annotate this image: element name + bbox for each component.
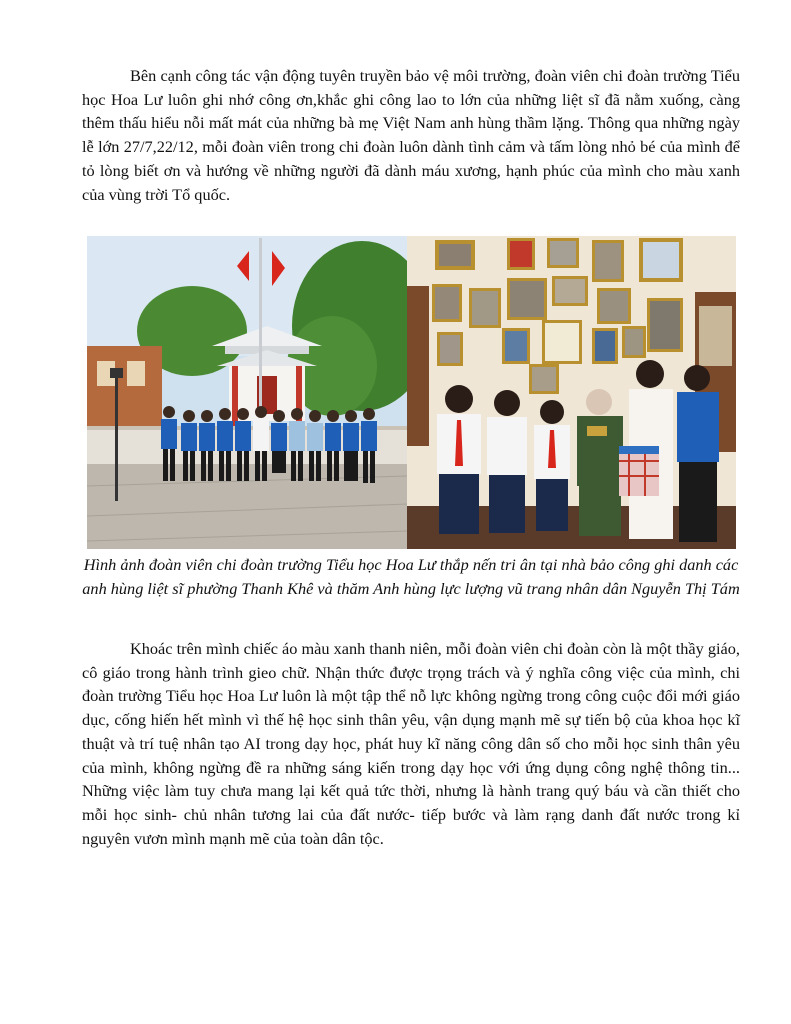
visit-photo-illustration [407, 236, 736, 549]
photo-hero-visit [407, 236, 736, 549]
paragraph-intro: Bên cạnh công tác vận động tuyên truyền bảo vệ môi trường, đoàn viên chi đoàn trường Tiểu học Hoa Lư luôn ghi nhớ công ơn,khắc ghi công lao to lớn của những liệt sĩ đã nằm xuống, càng thêm thấu hiểu nỗi mất mát của những bà mẹ Việt Nam anh hùng thầm lặng. Thông qua những ngày lễ lớn 27/7,22/12, mỗi đoàn viên trong chi đoàn luôn dành tình cảm và tấm lòng nhỏ bé của mình để tỏ lòng biết ơn và hướng về những người đã dành máu xương, hạnh phúc của mình cho màu xanh của vùng trời Tổ quốc. [82, 66, 740, 204]
photo-memorial-group [87, 236, 407, 549]
photo-collage [87, 236, 736, 549]
photo-caption: Hình ảnh đoàn viên chi đoàn trường Tiểu học Hoa Lư thắp nến tri ân tại nhà bảo công ghi danh các anh hùng liệt sĩ phường Thanh Khê và thăm Anh hùng lực lượng vũ trang nhân dân Nguyễn Thị Tám [82, 555, 740, 598]
memorial-photo-illustration [87, 236, 407, 549]
paragraph-body: Khoác trên mình chiếc áo màu xanh thanh niên, mỗi đoàn viên chi đoàn còn là một thầy giáo, cô giáo trong hành trình gieo chữ. Nhận thức được trọng trách và ý nghĩa công việc của mình, chi đoàn trường Tiểu học Hoa Lư luôn là một tập thể nỗ lực không ngừng trong công cuộc đổi mới giáo dục, cống hiến hết mình vì thế hệ học sinh thân yêu, vận dụng mạnh mẽ sự tiến bộ của khoa học kĩ thuật và trí tuệ nhân tạo AI trong dạy học, phát huy kĩ năng công dân số cho mỗi học sinh thân yêu của mình, không ngừng đề ra những sáng kiến trong dạy học với ứng dụng công nghệ thông tin... Những việc làm tuy chưa mang lại kết quả tức thời, nhưng là hành trang quý báu và cần thiết cho mỗi học sinh- chủ nhân tương lai của đất nước- tiếp bước và làm rạng danh đất nước trong kỉ nguyên vươn mình mạnh mẽ của toàn dân tộc. [82, 639, 740, 848]
